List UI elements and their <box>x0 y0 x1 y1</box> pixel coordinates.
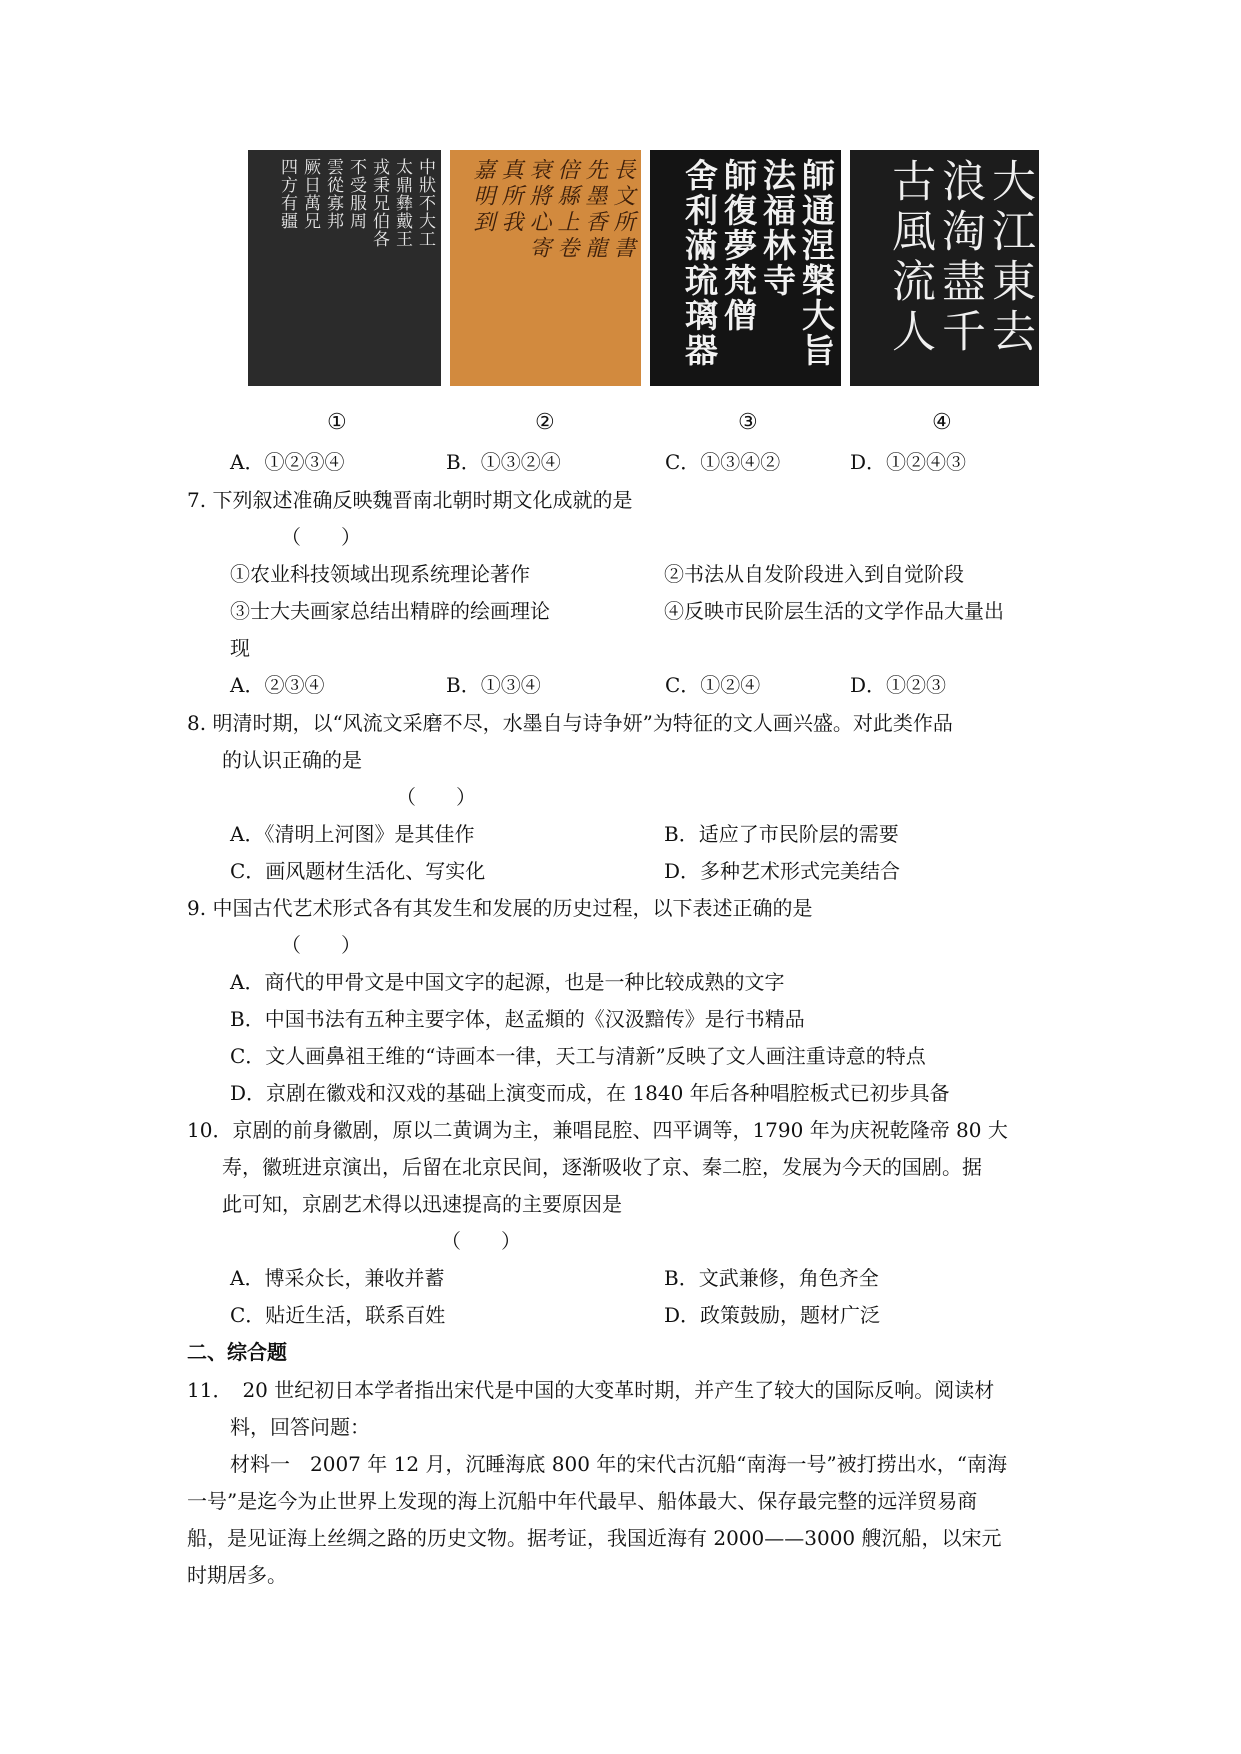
glyph-column: 不受服周 <box>346 158 366 230</box>
q11-material-line4: 时期居多。 <box>187 1563 287 1587</box>
q9-option-d: D．京剧在徽戏和汉戏的基础上演变而成，在 1840 年后各种唱腔板式已初步具备 <box>230 1081 950 1105</box>
q11-stem-line2: 料，回答问题： <box>230 1415 370 1439</box>
q9-option-c: C．文人画鼻祖王维的“诗画本一律，天工与清新”反映了文人画注重诗意的特点 <box>230 1044 926 1068</box>
glyph-column: 長文所書 <box>610 158 635 262</box>
glyph-column: 古風流人 <box>884 158 935 358</box>
glyph-column: 先墨香龍 <box>582 158 607 262</box>
glyph-column: 浪淘盡千 <box>934 158 985 358</box>
image-caption-4: ④ <box>932 410 952 435</box>
glyph-column: 太鼎彝戴王 <box>392 158 412 248</box>
q11-material-line3: 船，是见证海上丝绸之路的历史文物。据考证，我国近海有 2000——3000 艘沉船，以宋元 <box>187 1526 1002 1550</box>
glyph-column: 衰將心寄 <box>526 158 551 262</box>
glyph-column: 戎秉兄伯各 <box>369 158 389 248</box>
image-caption-1: ① <box>327 410 347 435</box>
q8-answer-paren: （ ） <box>396 785 476 809</box>
q7-option-c: C．①②④ <box>665 673 761 697</box>
glyph-column: 四方有疆 <box>277 158 297 230</box>
q7-stem: 7. 下列叙述准确反映魏晋南北朝时期文化成就的是 <box>187 488 633 512</box>
q9-stem: 9. 中国古代艺术形式各有其发生和发展的历史过程，以下表述正确的是 <box>187 896 813 920</box>
glyph-column: 中狀不大工 <box>415 158 435 248</box>
glyph-column: 師復夢梵僧 <box>719 158 758 333</box>
q7-option-d: D．①②③ <box>850 673 947 697</box>
running-script-rubbing-image <box>850 150 1039 386</box>
regular-glyphs <box>658 158 836 378</box>
q6-option-b: B．①③②④ <box>446 450 561 474</box>
q8-option-b: B．适应了市民阶层的需要 <box>664 822 899 846</box>
glyph-column: 嘉明到 <box>470 158 495 236</box>
rubbing-glyphs <box>256 158 433 378</box>
glyph-column: 法福林寺 <box>758 158 797 298</box>
q6-option-c: C．①③④② <box>665 450 781 474</box>
running-glyphs <box>858 158 1035 378</box>
q10-stem-line2: 寿，徽班进京演出，后留在北京民间，逐渐吸收了京、秦二腔，发展为今天的国剧。据 <box>222 1155 982 1179</box>
q10-option-a: A．博采众长，兼收并蓄 <box>230 1266 445 1290</box>
q7-item-4: ④反映市民阶层生活的文学作品大量出 <box>664 599 1004 623</box>
q7-answer-paren: （ ） <box>281 525 361 549</box>
q7-item-4-wrap: 现 <box>230 636 250 660</box>
q6-option-d: D．①②④③ <box>850 450 967 474</box>
q7-item-3: ③士大夫画家总结出精辟的绘画理论 <box>230 599 550 623</box>
q10-stem-line3: 此可知，京剧艺术得以迅速提高的主要原因是 <box>222 1192 622 1216</box>
q10-option-b: B．文武兼修，角色齐全 <box>664 1266 879 1290</box>
q11-material-line2: 一号”是迄今为止世界上发现的海上沉船中年代最早、船体最大、保存最完整的远洋贸易商 <box>187 1489 978 1513</box>
q9-option-a: A．商代的甲骨文是中国文字的起源，也是一种比较成熟的文字 <box>230 970 785 994</box>
glyph-column: 舍利滿琉璃器 <box>680 158 719 368</box>
q10-stem-line1: 10．京剧的前身徽剧，原以二黄调为主，兼唱昆腔、四平调等，1790 年为庆祝乾隆帝 80 大 <box>187 1118 1008 1142</box>
q8-option-c: C．画风题材生活化、写实化 <box>230 859 486 883</box>
glyph-column: 厥日萬兄 <box>300 158 320 230</box>
q8-option-a: A．《清明上河图》是其佳作 <box>230 822 475 846</box>
image-caption-3: ③ <box>738 410 758 435</box>
q8-stem-line2: 的认识正确的是 <box>222 748 362 772</box>
q6-option-a: A．①②③④ <box>230 450 345 474</box>
q10-option-d: D．政策鼓励，题材广泛 <box>664 1303 881 1327</box>
glyph-column: 雲從寡邦 <box>323 158 343 230</box>
silk-glyphs <box>458 158 633 378</box>
q8-option-d: D．多种艺术形式完美结合 <box>664 859 901 883</box>
q7-option-a: A．②③④ <box>230 673 325 697</box>
glyph-column: 大江東去 <box>984 158 1035 358</box>
q10-answer-paren: （ ） <box>441 1229 521 1253</box>
bronze-inscription-rubbing-image <box>248 150 441 386</box>
glyph-column: 倍縣上卷 <box>554 158 579 262</box>
cursive-silk-calligraphy-image <box>450 150 641 386</box>
glyph-column: 師通涅槃大旨 <box>797 158 836 368</box>
glyph-column: 真所我 <box>498 158 523 236</box>
q7-item-1: ①农业科技领域出现系统理论著作 <box>230 562 530 586</box>
q11-stem-line1: 11． 20 世纪初日本学者指出宋代是中国的大变革时期，并产生了较大的国际反响。阅读材 <box>187 1378 995 1402</box>
q11-material-line1: 材料一 2007 年 12 月，沉睡海底 800 年的宋代古沉船“南海一号”被打捞出水，“南海 <box>230 1452 1007 1476</box>
q9-option-b: B．中国书法有五种主要字体，赵孟頫的《汉汲黯传》是行书精品 <box>230 1007 805 1031</box>
q10-option-c: C．贴近生活，联系百姓 <box>230 1303 446 1327</box>
q7-item-2: ②书法从自发阶段进入到自觉阶段 <box>664 562 964 586</box>
image-caption-2: ② <box>535 410 555 435</box>
q7-option-b: B．①③④ <box>446 673 541 697</box>
regular-script-rubbing-image <box>650 150 841 386</box>
q9-answer-paren: （ ） <box>281 933 361 957</box>
section-title: 二、综合题 <box>187 1340 287 1364</box>
q8-stem-line1: 8. 明清时期，以“风流文采磨不尽，水墨自与诗争妍”为特征的文人画兴盛。对此类作品 <box>187 711 953 735</box>
